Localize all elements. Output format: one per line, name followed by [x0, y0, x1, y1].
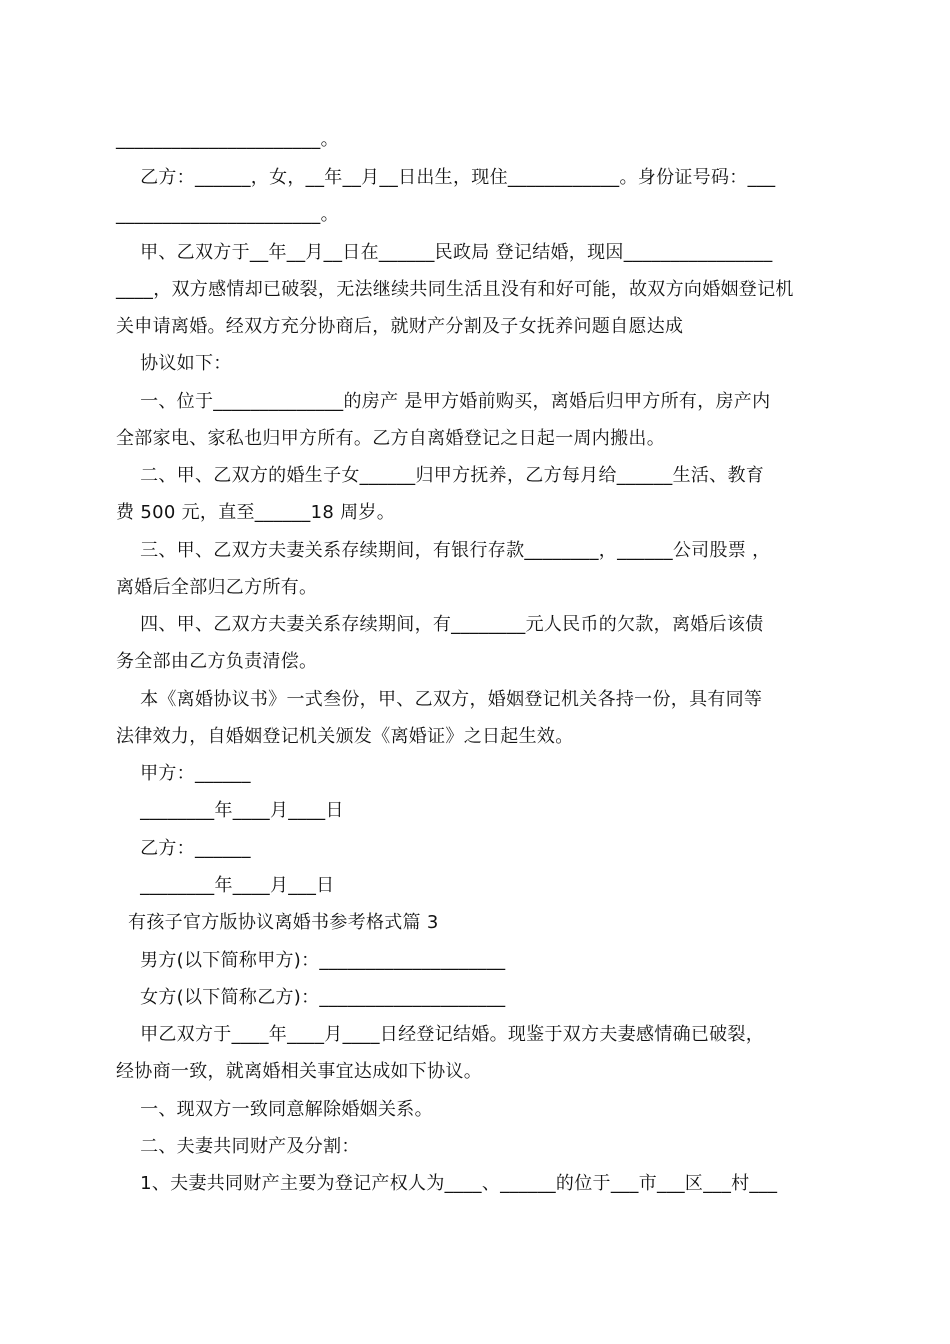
section-heading: 有孩子官方版协议离婚书参考格式篇 3 — [116, 912, 439, 933]
signature-date-b: ________年____月___日 — [116, 875, 335, 896]
text-line: 二、夫妻共同财产及分割： — [116, 1136, 360, 1157]
text-line: 一、现双方一致同意解除婚姻关系。 — [116, 1099, 433, 1120]
text-line: 四、甲、乙双方夫妻关系存续期间，有________元人民币的欠款，离婚后该债 — [116, 614, 764, 635]
signature-party-b: 乙方：______ — [116, 838, 251, 859]
text-line: 男方(以下简称甲方)：____________________ — [116, 950, 506, 971]
text-line: 费 500 元，直至______18 周岁。 — [116, 502, 396, 523]
text-line: 乙方：______，女，__年__月__日出生，现住____________。身份证号码：___ — [116, 167, 776, 188]
text-line: 全部家电、家私也归甲方所有。乙方自离婚登记之日起一周内搬出。 — [116, 428, 665, 449]
text-line: 一、位于______________的房产 是甲方婚前购买，离婚后归甲方所有，房产内 — [116, 391, 771, 412]
text-line: ______________________。 — [116, 129, 339, 150]
signature-date-a: ________年____月____日 — [116, 800, 344, 821]
text-line: ______________________。 — [116, 204, 339, 225]
signature-party-a: 甲方：______ — [116, 763, 251, 784]
text-line: 甲乙双方于____年____月____日经登记结婚。现鉴于双方夫妻感情确已破裂， — [116, 1024, 765, 1045]
text-line: 三、甲、乙双方夫妻关系存续期间，有银行存款________，______公司股票 ， — [116, 540, 771, 561]
text-line: 离婚后全部归乙方所有。 — [116, 577, 318, 598]
text-line: 关申请离婚。经双方充分协商后，就财产分割及子女抚养问题自愿达成 — [116, 316, 684, 337]
text-line: 协议如下： — [116, 353, 232, 374]
text-line: ____，双方感情却已破裂，无法继续共同生活且没有和好可能，故双方向婚姻登记机 — [116, 279, 794, 300]
text-line: 1、夫妻共同财产主要为登记产权人为____、______的位于___市___区___村___ — [116, 1173, 778, 1194]
text-line: 甲、乙双方于__年__月__日在______民政局 登记结婚，现因________________ — [116, 242, 773, 263]
text-line: 经协商一致，就离婚相关事宜达成如下协议。 — [116, 1061, 482, 1082]
text-line: 本《离婚协议书》一式叁份，甲、乙双方，婚姻登记机关各持一份，具有同等 — [116, 689, 763, 710]
text-line: 法律效力，自婚姻登记机关颁发《离婚证》之日起生效。 — [116, 726, 574, 747]
text-line: 女方(以下简称乙方)：____________________ — [116, 987, 506, 1008]
text-line: 二、甲、乙双方的婚生子女______归甲方抚养，乙方每月给______生活、教育 — [116, 465, 765, 486]
text-line: 务全部由乙方负责清偿。 — [116, 651, 318, 672]
